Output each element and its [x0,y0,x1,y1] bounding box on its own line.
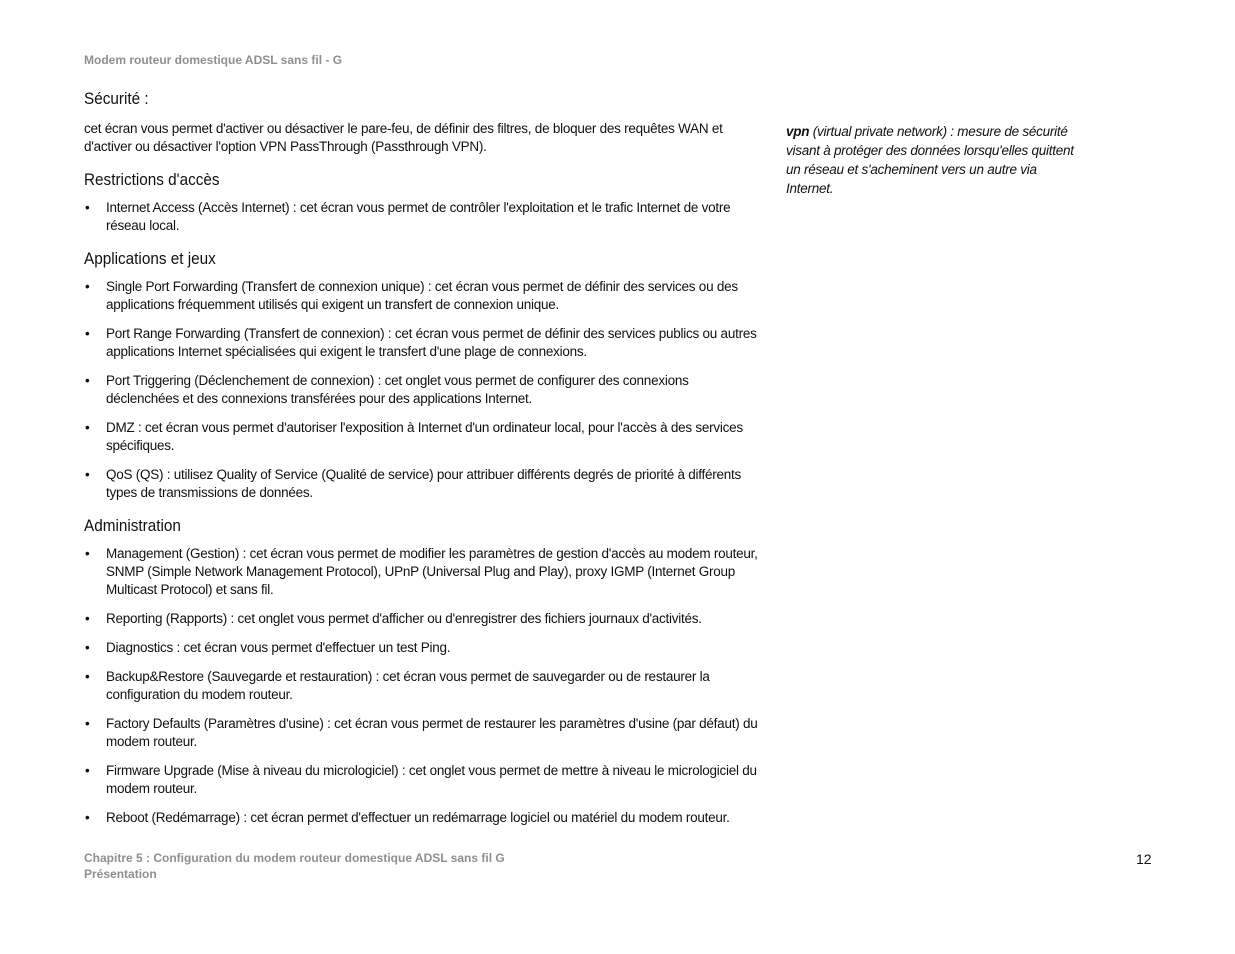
section-applications-games [84,248,760,502]
page-number: 12 [1136,851,1152,867]
list-item-text: Port Triggering (Déclenchement de connexion) : cet onglet vous permet de configurer des connexions déclenchées et des connexions transférées pour des applications Internet. [106,373,689,406]
list-item-text: DMZ : cet écran vous permet d'autoriser l'exposition à Internet d'un ordinateur local, pour l'accès à des services spécifiques. [106,420,743,453]
bullet-icon: • [85,763,90,778]
list-item-text: Factory Defaults (Paramètres d'usine) : cet écran vous permet de restaurer les paramètres d'usine (par défaut) du modem routeur. [106,716,758,749]
bullet-list [84,199,760,235]
section-administration [84,515,760,827]
list-item [84,639,760,657]
list-item-text: QoS (QS) : utilisez Quality of Service (Qualité de service) pour attribuer différents degrés de priorité à différents types de transmissions de données. [106,467,742,500]
list-item [84,419,760,455]
list-item-text: Reporting (Rapports) : cet onglet vous permet d'afficher ou d'enregistrer des fichiers journaux d'activités. [106,611,702,626]
list-item-text: Diagnostics : cet écran vous permet d'effectuer un test Ping. [106,640,451,655]
list-item [84,545,760,599]
glossary-term: vpn [786,124,810,139]
bullet-list [84,545,760,827]
bullet-icon: • [85,716,90,731]
footer-section: Présentation [84,867,157,881]
list-item [84,809,760,827]
list-item-text: Internet Access (Accès Internet) : cet écran vous permet de contrôler l'exploitation et le trafic Internet de votre réseau local. [106,200,731,233]
list-item [84,668,760,704]
bullet-icon: • [85,546,90,561]
bullet-icon: • [85,200,90,215]
list-item [84,715,760,751]
list-item [84,372,760,408]
bullet-icon: • [85,611,90,626]
list-item [84,610,760,628]
bullet-icon: • [85,810,90,825]
list-item [84,325,760,361]
page-footer [84,850,505,882]
glossary-definition: (virtual private network) : mesure de sécurité visant à protéger des données lorsqu'elles quittent un réseau et s'acheminent vers un autre via Internet. [786,124,1074,196]
list-item-text: Reboot (Redémarrage) : cet écran permet d'effectuer un redémarrage logiciel ou matériel du modem routeur. [106,810,730,825]
list-item-text: Firmware Upgrade (Mise à niveau du micrologiciel) : cet onglet vous permet de mettre à niveau le micrologiciel du modem routeur. [106,763,757,796]
list-item [84,466,760,502]
section-title: Restrictions d'accès [84,170,220,189]
security-intro: cet écran vous permet d'activer ou désactiver le pare-feu, de définir des filtres, de bloquer des requêtes WAN et d'activer ou désactiver l'option VPN PassThrough (Passthrough VPN). [84,121,723,154]
footer-chapter: Chapitre 5 : Configuration du modem routeur domestique ADSL sans fil G [84,851,505,865]
list-item [84,278,760,314]
list-item-text: Management (Gestion) : cet écran vous permet de modifier les paramètres de gestion d'accès au modem routeur, SNMP (Simple Network Management Protocol), UPnP (Universal Plug and Play), proxy IGMP (Internet Group Multicast Protocol) et sans fil. [106,546,758,597]
list-item-text: Single Port Forwarding (Transfert de connexion unique) : cet écran vous permet de définir des services ou des applications fréquemment utilisés qui exigent un transfert de connexion unique. [106,279,738,312]
section-title: Administration [84,516,181,535]
bullet-icon: • [85,373,90,388]
running-header: Modem routeur domestique ADSL sans fil - G [84,53,343,67]
list-item [84,762,760,798]
glossary-sidebar [786,122,1086,198]
bullet-icon: • [85,326,90,341]
bullet-icon: • [85,279,90,294]
bullet-icon: • [85,420,90,435]
list-item-text: Backup&Restore (Sauvegarde et restauration) : cet écran vous permet de sauvegarder ou de restaurer la configuration du modem routeur. [106,669,710,702]
security-heading: Sécurité : [84,89,149,108]
bullet-icon: • [85,467,90,482]
list-item-text: Port Range Forwarding (Transfert de connexion) : cet écran vous permet de définir des services publics ou autres applications Internet spécialisées qui exigent le transfert d'une plage de connexions. [106,326,757,359]
main-content [84,88,760,838]
bullet-icon: • [85,669,90,684]
list-item [84,199,760,235]
section-access-restrictions [84,169,760,235]
bullet-icon: • [85,640,90,655]
section-title: Applications et jeux [84,249,216,268]
bullet-list [84,278,760,502]
